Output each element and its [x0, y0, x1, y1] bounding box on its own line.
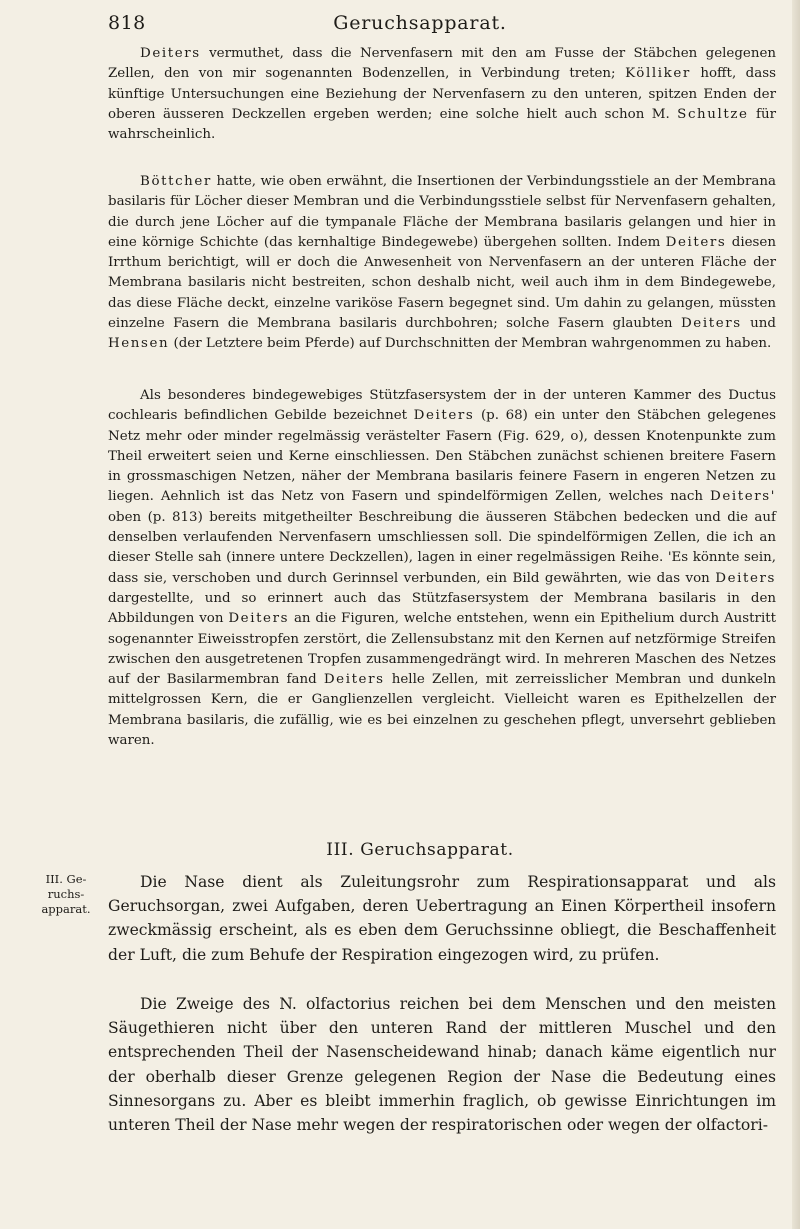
section-heading: III. Geruchsapparat.: [326, 840, 514, 860]
paragraph-text: und: [750, 316, 776, 332]
paragraph-text: dargestellte, und so erinnert auch das Stützfasersystem der Membrana basilaris in den Abbildungen von: [108, 590, 776, 627]
paragraph-text: (der Letztere beim Pferde) auf Durchschnitten der Membran wahrgenommen zu haben.: [173, 336, 772, 352]
paragraph-1: [108, 44, 776, 145]
author-name: Deiters: [665, 234, 727, 250]
paragraph-text: Die Nase dient als Zuleitungsrohr zum Respirationsapparat und als Geruchsorgan, zwei Aufgaben, deren Uebertragung an Einen Körpertheil insofern zweckmässig erscheint, als es eben dem Geruchssinne obliegt, die Beschaffenheit der Luft, die zum Behufe der Respiration eingezogen wird, zu prüfen.: [108, 873, 776, 964]
author-name: Deiters: [680, 316, 742, 332]
paragraph-text: an die Figuren, welche entstehen, wenn ein Epithelium durch Austritt sogenannter Eiweisstropfen zerstört, die Zellensubstanz mit den Kernen auf netzförmige Streifen zwischen den ausgetretenen Tropfen zusammengedrängt wird. In mehreren Maschen des Netzes auf der Basilarmembran fand: [108, 611, 776, 688]
author-name: Hensen: [108, 336, 170, 352]
author-name: Deiters: [715, 570, 776, 586]
paragraph-text: vermuthet, dass die Nervenfasern mit den am Fusse der Stäbchen gelegenen Zellen, den von mir sogenannten Bodenzellen, in Verbindung treten;: [108, 46, 776, 82]
page-number: 818: [108, 12, 146, 34]
author-name: Deiters': [709, 489, 776, 505]
margin-note-line: apparat.: [41, 902, 91, 916]
paragraph-2: [108, 172, 776, 355]
paragraph-text: Als besonderes bindegewebiges Stützfasersystem der in der unteren Kammer des Ductus cochlearis befindlichen Gebilde bezeichnet: [108, 388, 776, 424]
author-name: Deiters: [413, 408, 475, 424]
paragraph-text: oben (p. 813) bereits mitgetheilter Beschreibung die äusseren Stäbchen bedecken und die auf denselben verlaufenden Nervenfasern umschliessen soll. Die spindelförmigen Zellen, die ich an dieser Stelle sah (innere untere Deckzellen), lagen in einer regelmässigen Reihe. 'Es könnte sein, dass sie, verschoben und durch Gerinnsel verbunden, ein Bild gewährten, wie das von: [108, 509, 776, 586]
margin-note-line: III. Ge-: [45, 872, 87, 886]
author-name: Kölliker: [625, 66, 691, 82]
paragraph-text: (p. 68) ein unter den Stäbchen gelegenes Netz mehr oder minder regelmässig verästelter Fasern (Fig. 629, o), dessen Knotenpunkte zum Theil erweitert seien und Kerne einschliessen. Den Stäbchen zunächst schienen breitere Fasern in grossmaschigen Netzen, näher der Membrana basilaris feinere Fasern in engeren Netzen zu liegen. Aehnlich ist das Netz von Fasern und spindelförmigen Zellen, welches nach: [108, 408, 776, 505]
paragraph-text: diesen Irrthum berichtigt, will er doch die Anwesenheit von Nervenfasern an der unteren Fläche der Membrana basilaris nicht bestreiten, schon deshalb nicht, weil auch ihm in dem Bindegewebe, das diese Fläche deckt, einzelne variköse Fasern begegnet sind. Um dahin zu gelangen, müssten einzelne Fasern die Membrana basilaris durchbohren; solche Fasern glaubten: [108, 234, 776, 332]
paragraph-4: [108, 870, 776, 967]
author-name: Schultze: [677, 106, 749, 122]
paragraph-3: [108, 386, 776, 751]
paragraph-5: [108, 992, 776, 1137]
paragraph-text: hatte, wie oben erwähnt, die Insertionen der Verbindungsstiele an der Membrana basilaris für Löcher dieser Membran und die Verbindungsstiele selbst für Nervenfasern gehalten, die durch jene Löcher auf die tympanale Fläche der Membrana basilaris gelangen und hier in eine körnige Schichte (das kernhaltige Bindegewebe) übergehen sollten. Indem: [108, 174, 776, 250]
margin-note: [34, 872, 98, 917]
paragraph-text: Die Zweige des N. olfactorius reichen bei dem Menschen und den meisten Säugethieren nicht über den unteren Rand der mittleren Muschel und den entsprechenden Theil der Nasenscheidewand hinab; danach käme eigentlich nur der oberhalb dieser Grenze gelegenen Region der Nase die Bedeutung eines Sinnesorgans zu. Aber es bleibt immerhin fraglich, ob gewisse Einrichtungen im unteren Theil der Nase mehr wegen der respiratorischen oder wegen der olfactori-: [108, 995, 776, 1135]
page-edge: [792, 0, 800, 1229]
paragraph-text: hofft, dass künftige Untersuchungen eine Beziehung der Nervenfasern zu den unteren, spitzen Enden der oberen äusseren Deckzellen ergeben werden; eine solche hielt auch schon M.: [108, 66, 776, 122]
author-name: Deiters: [228, 611, 290, 627]
page-header: [0, 12, 800, 40]
author-name: Deiters: [323, 672, 385, 688]
running-title: Geruchsapparat.: [333, 12, 507, 34]
paragraph-text: für wahrscheinlich.: [108, 106, 776, 143]
margin-note-line: ruchs-: [47, 887, 85, 901]
author-name: Böttcher: [140, 174, 212, 189]
paragraph-text: helle Zellen, mit zerreisslicher Membran und dunkeln mittelgrossen Kern, die er Ganglienzellen vergleicht. Vielleicht waren es Epithelzellen der Membrana basilaris, die zufällig, wie es bei einzelnen zu geschehen pflegt, unversehrt geblieben waren.: [108, 672, 776, 749]
author-name: Deiters: [140, 46, 201, 61]
